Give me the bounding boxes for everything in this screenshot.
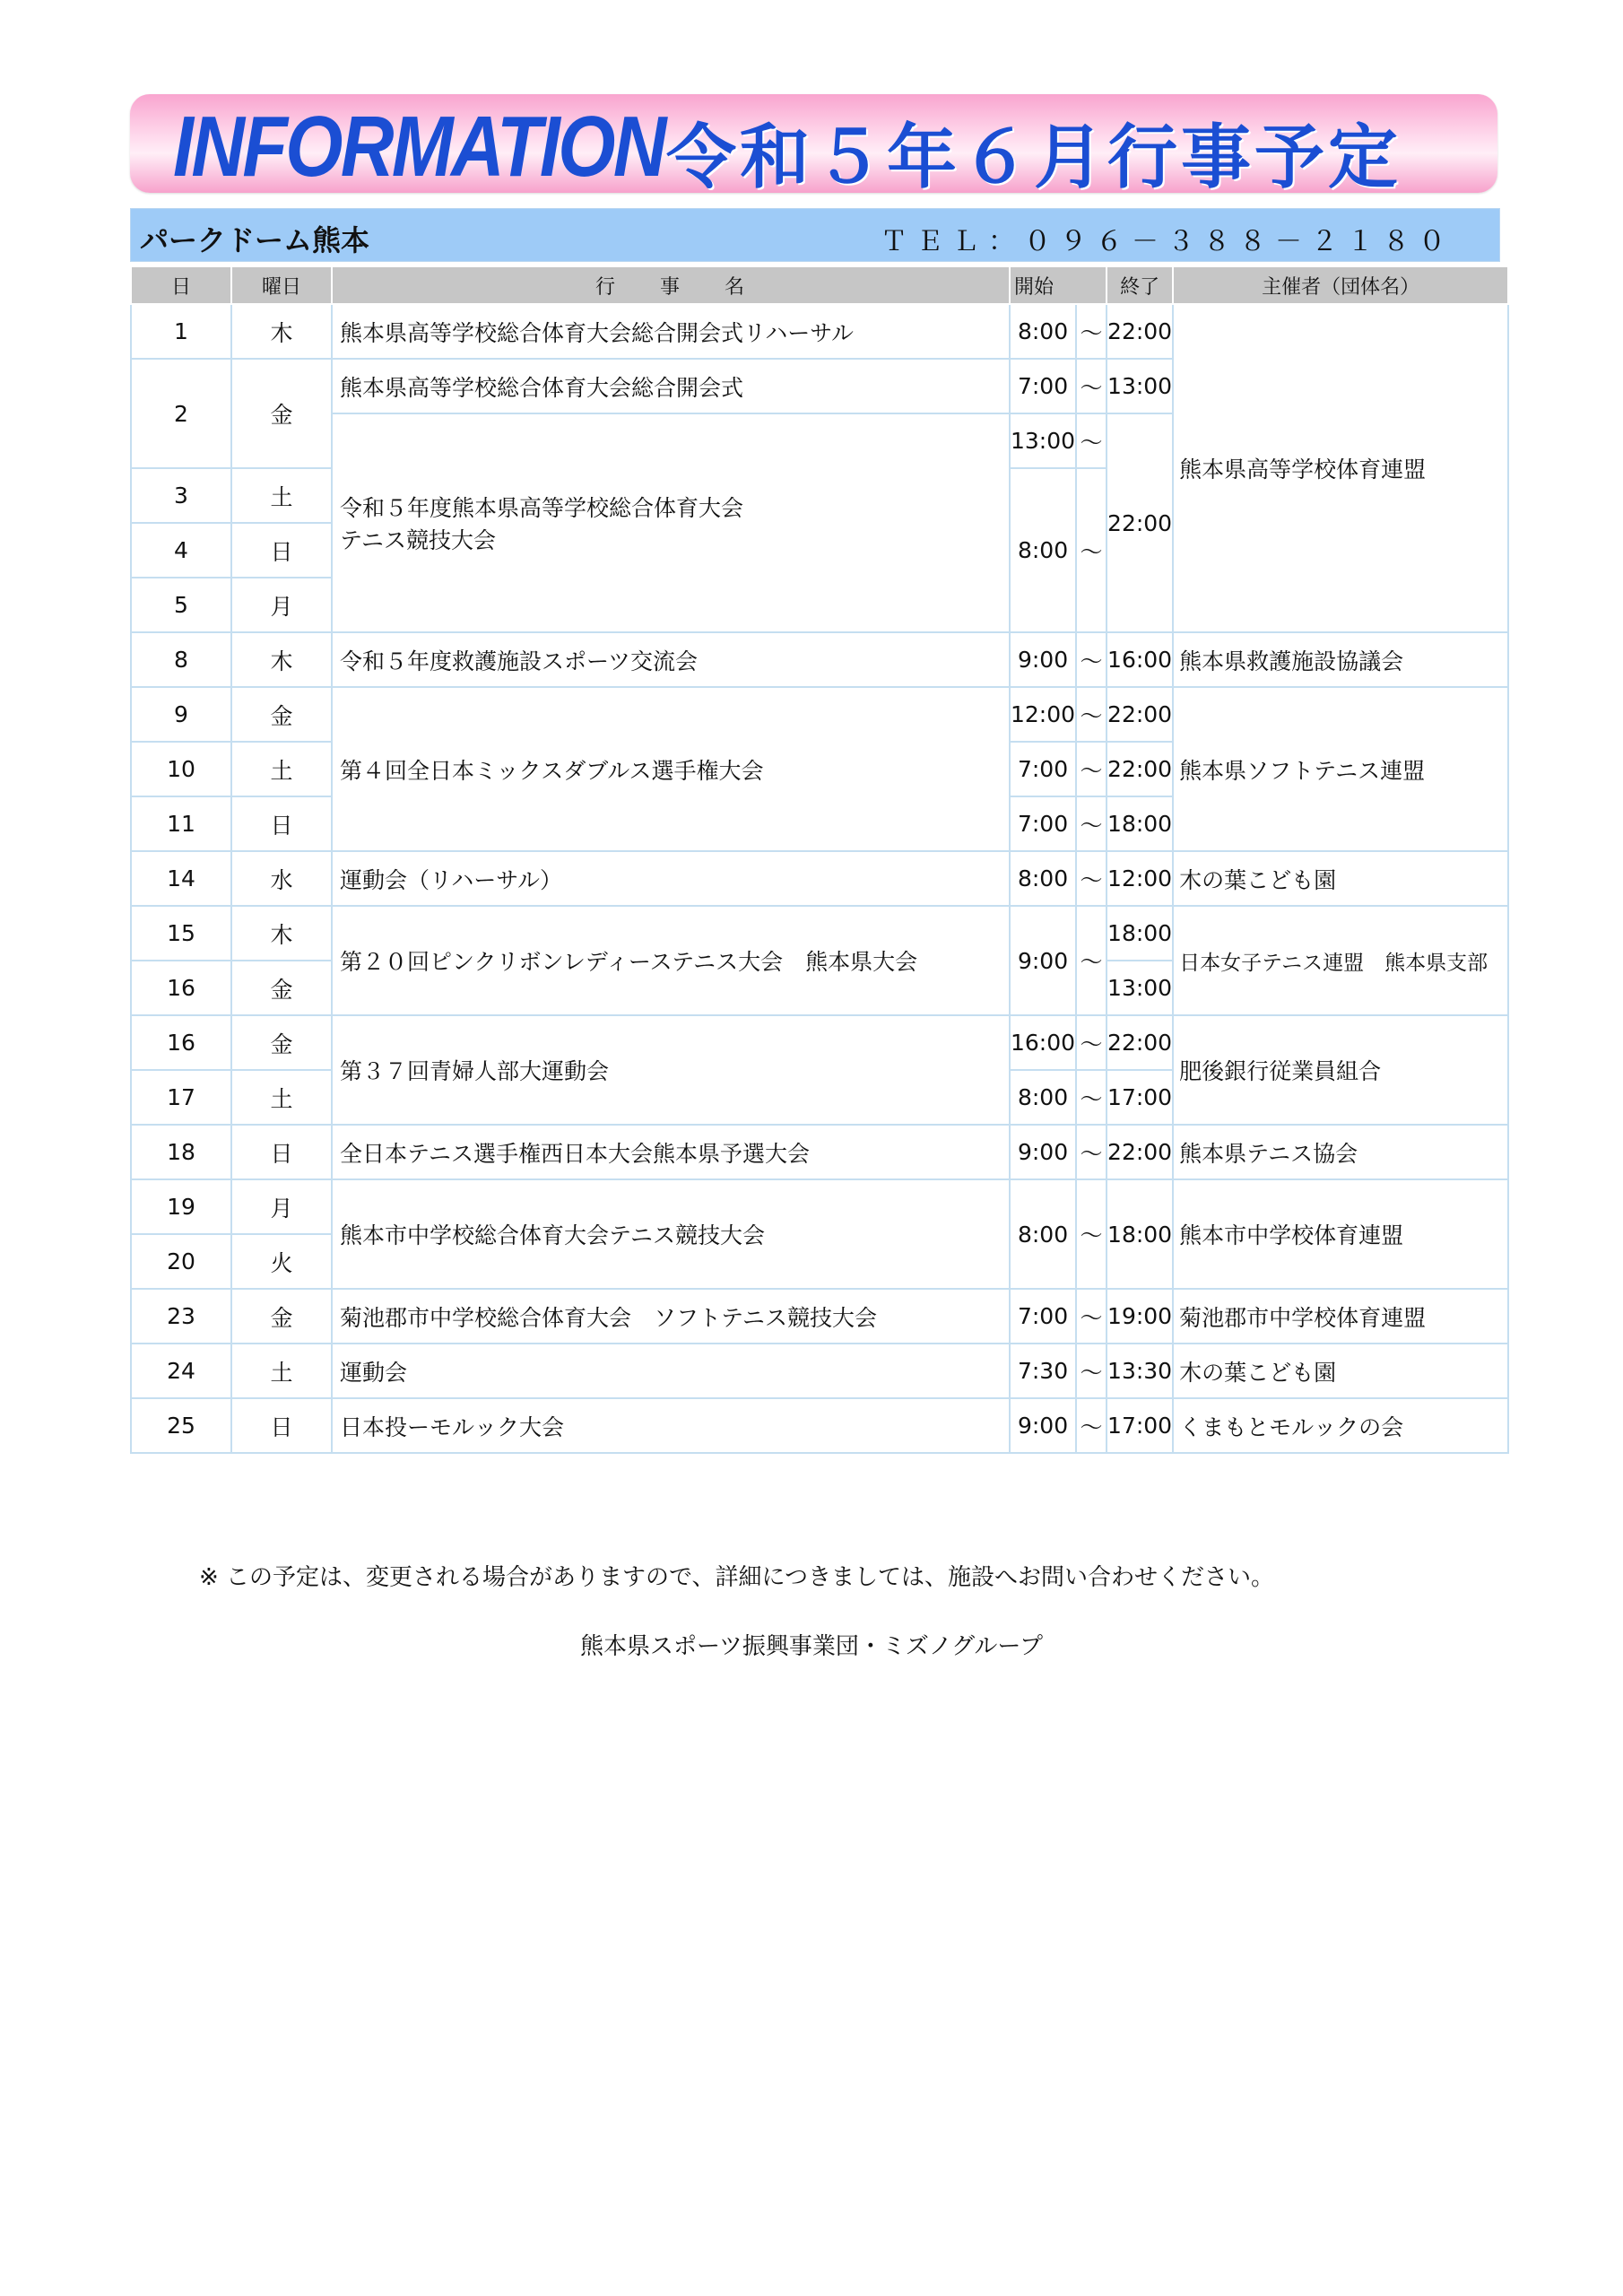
end-time: 12:00 bbox=[1107, 851, 1173, 906]
banner-information-word: INFORMATION bbox=[173, 99, 664, 195]
weekday-cell: 日 bbox=[231, 523, 332, 578]
tilde: ～ bbox=[1076, 1070, 1107, 1125]
weekday-cell: 土 bbox=[231, 742, 332, 796]
start-time: 8:00 bbox=[1010, 468, 1076, 632]
organizer-cell: 熊本県テニス協会 bbox=[1173, 1125, 1508, 1179]
tilde: ～ bbox=[1076, 359, 1107, 413]
table-row bbox=[131, 632, 1508, 687]
end-time: 13:30 bbox=[1107, 1344, 1173, 1398]
weekday-cell: 月 bbox=[231, 1179, 332, 1234]
tilde: ～ bbox=[1076, 468, 1107, 632]
end-time: 18:00 bbox=[1107, 796, 1173, 851]
table-row bbox=[131, 1289, 1508, 1344]
event-cell: 第２０回ピンクリボンレディーステニス大会 熊本県大会 bbox=[332, 906, 1010, 1015]
start-time: 7:30 bbox=[1010, 1344, 1076, 1398]
end-time: 22:00 bbox=[1107, 413, 1173, 632]
tilde: ～ bbox=[1076, 1015, 1107, 1070]
tilde: ～ bbox=[1076, 413, 1107, 468]
end-time: 17:00 bbox=[1107, 1398, 1173, 1453]
organizer-cell: 肥後銀行従業員組合 bbox=[1173, 1015, 1508, 1125]
weekday-cell: 金 bbox=[231, 687, 332, 742]
table-row bbox=[131, 687, 1508, 742]
end-time: 17:00 bbox=[1107, 1070, 1173, 1125]
end-time: 16:00 bbox=[1107, 632, 1173, 687]
day-cell: 17 bbox=[131, 1070, 231, 1125]
venue-bar bbox=[130, 208, 1500, 262]
day-cell: 9 bbox=[131, 687, 231, 742]
event-cell: 運動会（リハーサル） bbox=[332, 851, 1010, 906]
day-cell: 15 bbox=[131, 906, 231, 961]
organizer-cell: 熊本県ソフトテニス連盟 bbox=[1173, 687, 1508, 851]
table-row bbox=[131, 1179, 1508, 1234]
tilde: ～ bbox=[1076, 742, 1107, 796]
start-time: 16:00 bbox=[1010, 1015, 1076, 1070]
end-time: 22:00 bbox=[1107, 1125, 1173, 1179]
weekday-cell: 金 bbox=[231, 1015, 332, 1070]
weekday-cell: 土 bbox=[231, 1344, 332, 1398]
start-time: 9:00 bbox=[1010, 632, 1076, 687]
table-row bbox=[131, 1125, 1508, 1179]
weekday-cell: 金 bbox=[231, 359, 332, 468]
end-time: 22:00 bbox=[1107, 304, 1173, 359]
day-cell: 25 bbox=[131, 1398, 231, 1453]
end-time: 18:00 bbox=[1107, 1179, 1173, 1289]
start-time: 7:00 bbox=[1010, 742, 1076, 796]
title-banner bbox=[130, 94, 1497, 198]
event-cell: 日本投ーモルック大会 bbox=[332, 1398, 1010, 1453]
tilde: ～ bbox=[1076, 304, 1107, 359]
schedule-table bbox=[130, 265, 1509, 1454]
start-time: 8:00 bbox=[1010, 1179, 1076, 1289]
event-cell bbox=[332, 413, 1010, 632]
organizer-cell: 木の葉こども園 bbox=[1173, 1344, 1508, 1398]
event-cell: 運動会 bbox=[332, 1344, 1010, 1398]
table-row bbox=[131, 1015, 1508, 1070]
event-cell: 熊本県高等学校総合体育大会総合開会式 bbox=[332, 359, 1010, 413]
weekday-cell: 水 bbox=[231, 851, 332, 906]
table-row bbox=[131, 304, 1508, 359]
venue-name: パークドーム熊本 bbox=[140, 223, 370, 257]
tilde: ～ bbox=[1076, 1398, 1107, 1453]
day-cell: 16 bbox=[131, 1015, 231, 1070]
tilde: ～ bbox=[1076, 632, 1107, 687]
day-cell: 4 bbox=[131, 523, 231, 578]
header-end: 終了 bbox=[1107, 266, 1173, 304]
day-cell: 10 bbox=[131, 742, 231, 796]
header-weekday: 曜日 bbox=[231, 266, 332, 304]
day-cell: 8 bbox=[131, 632, 231, 687]
weekday-cell: 日 bbox=[231, 1125, 332, 1179]
end-time: 13:00 bbox=[1107, 359, 1173, 413]
organizer-cell: 日本女子テニス連盟 熊本県支部 bbox=[1173, 906, 1508, 1015]
weekday-cell: 日 bbox=[231, 796, 332, 851]
organizer-cell: くまもとモルックの会 bbox=[1173, 1398, 1508, 1453]
tilde: ～ bbox=[1076, 687, 1107, 742]
event-line: 令和５年度熊本県高等学校総合体育大会 bbox=[340, 495, 744, 521]
day-cell: 11 bbox=[131, 796, 231, 851]
start-time: 12:00 bbox=[1010, 687, 1076, 742]
start-time: 7:00 bbox=[1010, 796, 1076, 851]
tilde: ～ bbox=[1076, 906, 1107, 1015]
day-cell: 18 bbox=[131, 1125, 231, 1179]
weekday-cell: 木 bbox=[231, 304, 332, 359]
day-cell: 16 bbox=[131, 961, 231, 1015]
weekday-cell: 金 bbox=[231, 1289, 332, 1344]
event-cell: 令和５年度救護施設スポーツ交流会 bbox=[332, 632, 1010, 687]
day-cell: 23 bbox=[131, 1289, 231, 1344]
end-time: 18:00 bbox=[1107, 906, 1173, 961]
weekday-cell: 土 bbox=[231, 468, 332, 523]
table-row bbox=[131, 1344, 1508, 1398]
banner-title: 令和５年６月行事予定 bbox=[666, 117, 1402, 198]
start-time: 8:00 bbox=[1010, 851, 1076, 906]
tilde: ～ bbox=[1076, 1289, 1107, 1344]
table-row bbox=[131, 906, 1508, 961]
event-cell: 第４回全日本ミックスダブルス選手権大会 bbox=[332, 687, 1010, 851]
day-cell: 1 bbox=[131, 304, 231, 359]
header-start: 開始 bbox=[1010, 266, 1107, 304]
organizer-cell: 菊池郡市中学校体育連盟 bbox=[1173, 1289, 1508, 1344]
event-cell: 菊池郡市中学校総合体育大会 ソフトテニス競技大会 bbox=[332, 1289, 1010, 1344]
weekday-cell: 木 bbox=[231, 632, 332, 687]
day-cell: 2 bbox=[131, 359, 231, 468]
weekday-cell: 木 bbox=[231, 906, 332, 961]
weekday-cell: 金 bbox=[231, 961, 332, 1015]
end-time: 19:00 bbox=[1107, 1289, 1173, 1344]
organizer-cell: 熊本市中学校体育連盟 bbox=[1173, 1179, 1508, 1289]
end-time: 13:00 bbox=[1107, 961, 1173, 1015]
day-cell: 20 bbox=[131, 1234, 231, 1289]
footer-credit: 熊本県スポーツ振興事業団・ミズノグループ bbox=[579, 1633, 1044, 1660]
event-cell: 全日本テニス選手権西日本大会熊本県予選大会 bbox=[332, 1125, 1010, 1179]
header-day: 日 bbox=[131, 266, 231, 304]
schedule-note: ※ この予定は、変更される場合がありますので、詳細につきましては、施設へお問い合わせください。 bbox=[199, 1564, 1275, 1591]
table-row bbox=[131, 851, 1508, 906]
day-cell: 5 bbox=[131, 578, 231, 632]
start-time: 13:00 bbox=[1010, 413, 1076, 468]
end-time: 22:00 bbox=[1107, 1015, 1173, 1070]
event-cell: 熊本市中学校総合体育大会テニス競技大会 bbox=[332, 1179, 1010, 1289]
tilde: ～ bbox=[1076, 796, 1107, 851]
start-time: 8:00 bbox=[1010, 1070, 1076, 1125]
header-event: 行 事 名 bbox=[332, 266, 1010, 304]
start-time: 7:00 bbox=[1010, 359, 1076, 413]
start-time: 7:00 bbox=[1010, 1289, 1076, 1344]
organizer-cell: 熊本県救護施設協議会 bbox=[1173, 632, 1508, 687]
tilde: ～ bbox=[1076, 851, 1107, 906]
weekday-cell: 土 bbox=[231, 1070, 332, 1125]
weekday-cell: 日 bbox=[231, 1398, 332, 1453]
tilde: ～ bbox=[1076, 1344, 1107, 1398]
day-cell: 14 bbox=[131, 851, 231, 906]
event-cell: 熊本県高等学校総合体育大会総合開会式リハーサル bbox=[332, 304, 1010, 359]
weekday-cell: 月 bbox=[231, 578, 332, 632]
day-cell: 19 bbox=[131, 1179, 231, 1234]
event-cell: 第３７回青婦人部大運動会 bbox=[332, 1015, 1010, 1125]
tilde: ～ bbox=[1076, 1125, 1107, 1179]
start-time: 9:00 bbox=[1010, 1398, 1076, 1453]
weekday-cell: 火 bbox=[231, 1234, 332, 1289]
start-time: 8:00 bbox=[1010, 304, 1076, 359]
organizer-cell: 木の葉こども園 bbox=[1173, 851, 1508, 906]
start-time: 9:00 bbox=[1010, 906, 1076, 1015]
end-time: 22:00 bbox=[1107, 742, 1173, 796]
header-organizer: 主催者（団体名） bbox=[1173, 266, 1508, 304]
start-time: 9:00 bbox=[1010, 1125, 1076, 1179]
tilde: ～ bbox=[1076, 1179, 1107, 1289]
day-cell: 24 bbox=[131, 1344, 231, 1398]
table-row bbox=[131, 1398, 1508, 1453]
organizer-cell: 熊本県高等学校体育連盟 bbox=[1173, 304, 1508, 632]
day-cell: 3 bbox=[131, 468, 231, 523]
table-header-row bbox=[131, 266, 1508, 304]
end-time: 22:00 bbox=[1107, 687, 1173, 742]
venue-phone: ＴＥＬ：０９６－３８８－２１８０ bbox=[881, 226, 1454, 257]
event-line: テニス競技大会 bbox=[340, 527, 497, 553]
